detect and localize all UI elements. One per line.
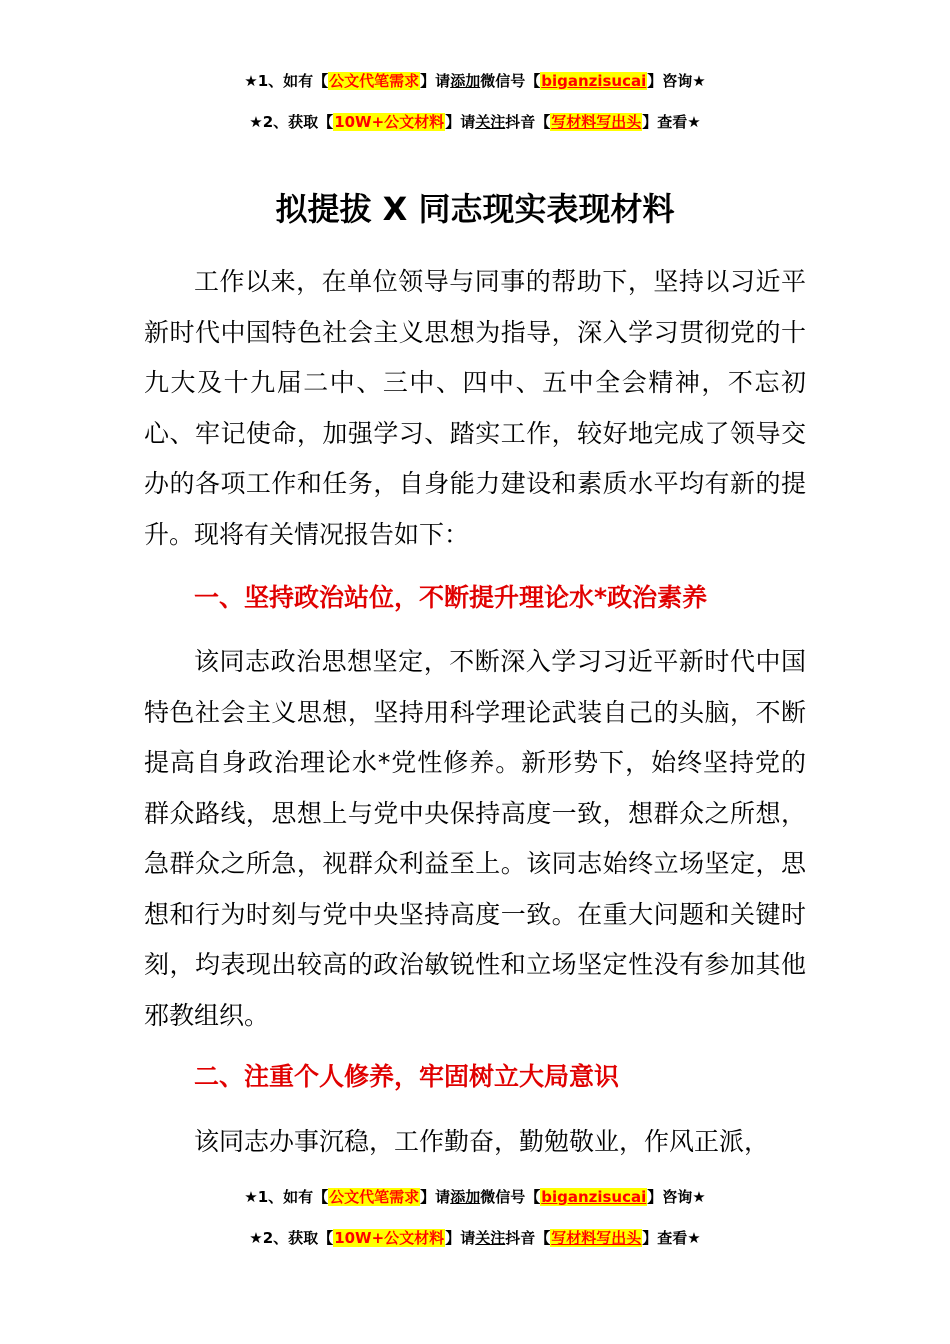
- banner-mid: 微信号【: [480, 72, 541, 90]
- banner-prefix: ★1、如有【: [244, 72, 329, 90]
- banner-mid: 】请: [445, 1229, 476, 1247]
- banner-top-line1: [0, 70, 950, 92]
- banner-suffix: 】查看★: [642, 1229, 701, 1247]
- banner-emphasis: 添加: [450, 1188, 481, 1206]
- banner-suffix: 】咨询★: [647, 72, 706, 90]
- banner-mid: 】请: [420, 72, 451, 90]
- section-heading-2: 二、注重个人修养，牢固树立大局意识: [194, 1062, 620, 1091]
- highlight-service: 公文代笔需求: [329, 1188, 420, 1206]
- banner-suffix: 】咨询★: [647, 1188, 706, 1206]
- banner-bottom-line2: [0, 1227, 950, 1249]
- banner-emphasis: 添加: [450, 72, 481, 90]
- banner-mid: 抖音【: [505, 1229, 551, 1247]
- highlight-service: 公文代笔需求: [329, 72, 420, 90]
- highlight-materials: 10W+公文材料: [334, 1229, 445, 1247]
- banner-prefix: ★2、获取【: [249, 113, 334, 131]
- intro-paragraph: 工作以来，在单位领导与同事的帮助下，坚持以习近平新时代中国特色社会主义思想为指导，深入学习贯彻党的十九大及十九届二中、三中、四中、五中全会精神，不忘初心、牢记使命，加强学习、踏实工作，较好地完成了领导交办的各项工作和任务，自身能力建设和素质水平均有新的提升。现将有关情况报告如下：: [144, 267, 806, 549]
- document-title: 拟提拔 X 同志现实表现材料: [275, 190, 675, 228]
- banner-prefix: ★1、如有【: [244, 1188, 329, 1206]
- banner-mid: 】请: [420, 1188, 451, 1206]
- highlight-materials: 10W+公文材料: [334, 113, 445, 131]
- banner-bottom-line1: [0, 1186, 950, 1208]
- wechat-id-link[interactable]: biganzisucai: [541, 1188, 647, 1206]
- banner-prefix: ★2、获取【: [249, 1229, 334, 1247]
- section-2-body: 该同志办事沉稳，工作勤奋，勤勉敬业，作风正派，: [194, 1127, 770, 1156]
- douyin-account-link[interactable]: 写材料写出头: [551, 113, 642, 131]
- banner-suffix: 】查看★: [642, 113, 701, 131]
- banner-top-line2: [0, 111, 950, 133]
- section-1-body: 该同志政治思想坚定，不断深入学习习近平新时代中国特色社会主义思想，坚持用科学理论武装自己的头脑，不断提高自身政治理论水*党性修养。新形势下，始终坚持党的群众路线，思想上与党中央保持高度一致，想群众之所想，急群众之所急，视群众利益至上。该同志始终立场坚定，思想和行为时刻与党中央坚持高度一致。在重大问题和关键时刻，均表现出较高的政治敏锐性和立场坚定性没有参加其他邪教组织。: [144, 647, 806, 1030]
- banner-emphasis: 关注: [475, 1229, 506, 1247]
- banner-mid: 微信号【: [480, 1188, 541, 1206]
- douyin-account-link[interactable]: 写材料写出头: [551, 1229, 642, 1247]
- section-heading-1: 一、坚持政治站位，不断提升理论水*政治素养: [194, 583, 708, 612]
- banner-mid: 抖音【: [505, 113, 551, 131]
- wechat-id-link[interactable]: biganzisucai: [541, 72, 647, 90]
- banner-emphasis: 关注: [475, 113, 506, 131]
- banner-mid: 】请: [445, 113, 476, 131]
